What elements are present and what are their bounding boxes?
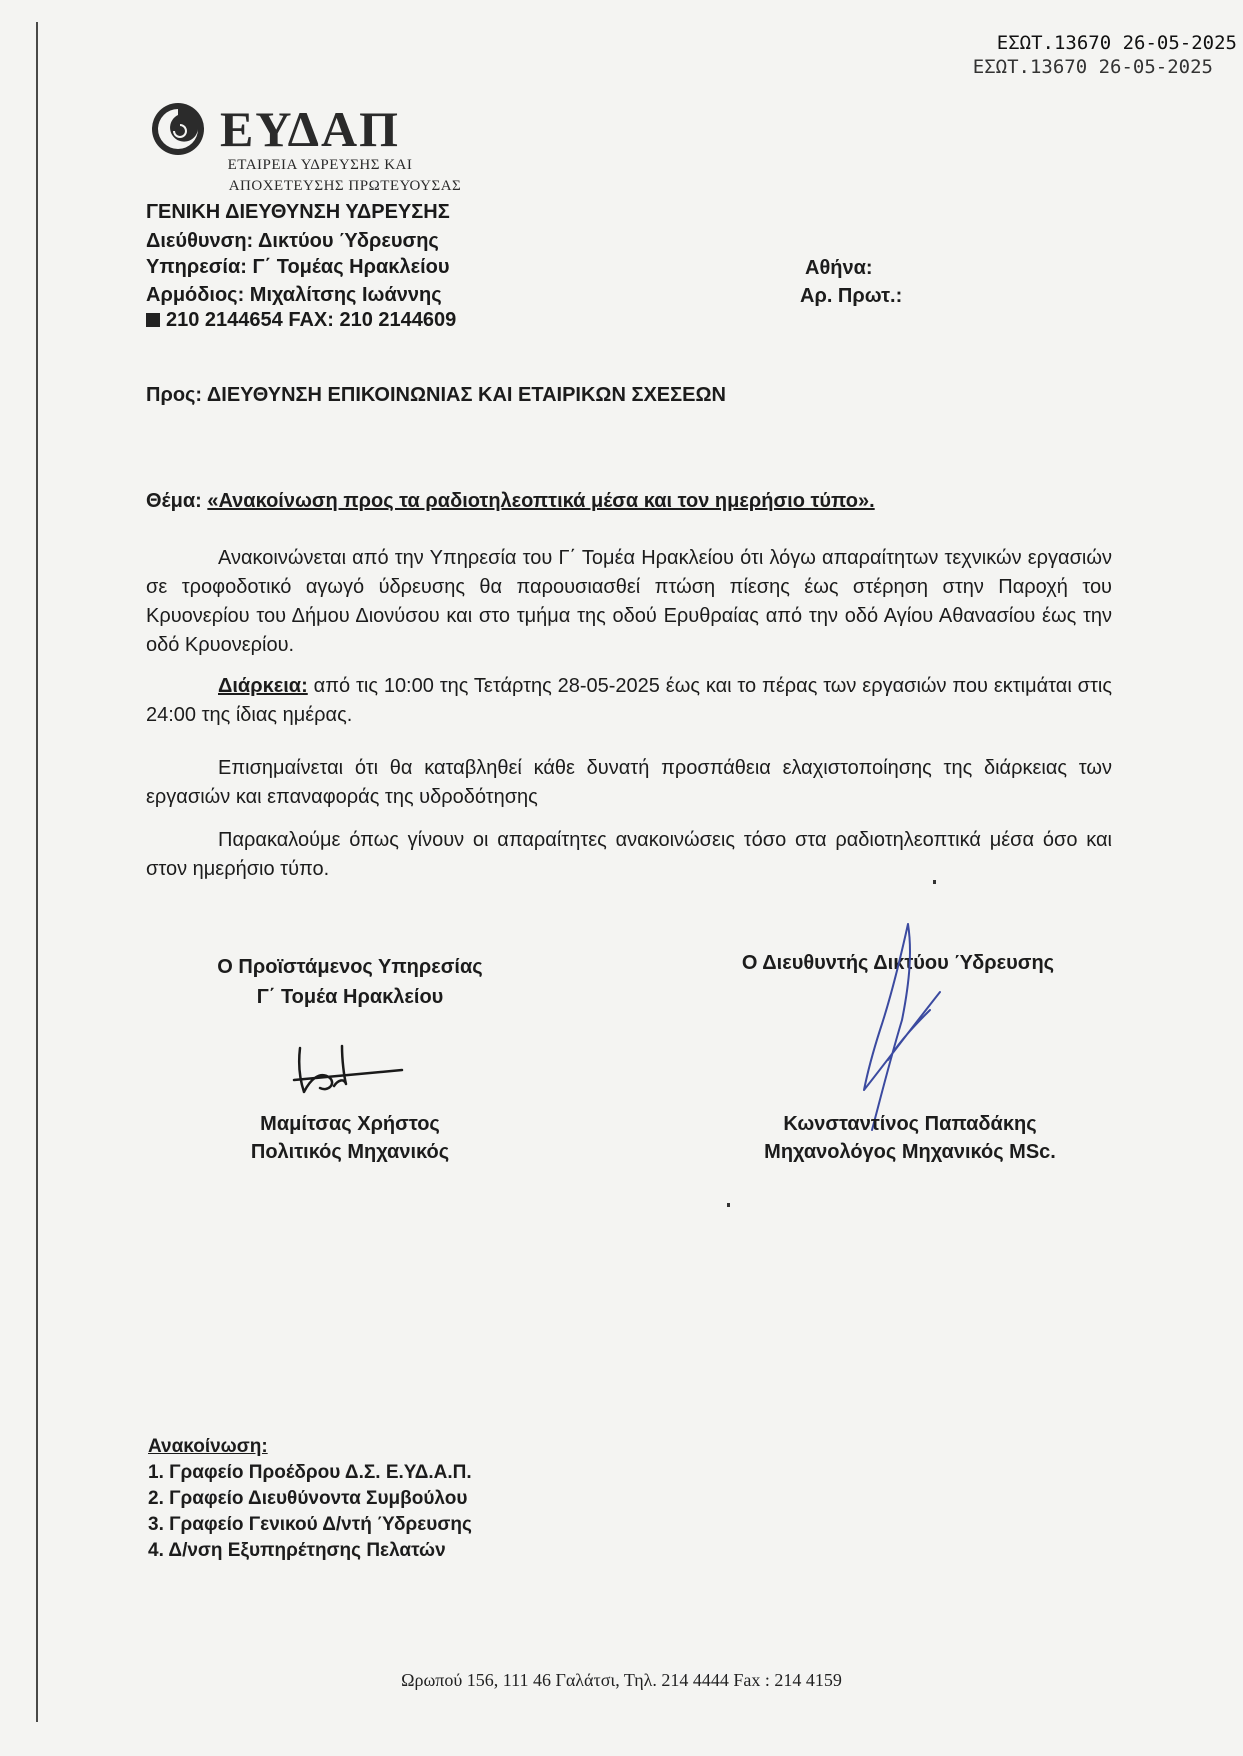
body-paragraph-1 xyxy=(146,544,1112,660)
right-signatory-name: Κωνσταντίνος Παπαδάκης xyxy=(783,1113,1037,1135)
distribution-list xyxy=(148,1434,472,1564)
header-phone-numbers: 210 2144654 FAX: 210 2144609 xyxy=(166,309,457,331)
distribution-item: 3. Γραφείο Γενικού Δ/ντή Ύδρευσης xyxy=(148,1514,472,1535)
left-signatory-title-line1: Ο Προϊστάμενος Υπηρεσίας xyxy=(217,956,483,978)
body-paragraph-4-text: Παρακαλούμε όπως γίνουν οι απαραίτητες ανακοινώσεις τόσο στα ραδιοτηλεοπτικά μέσα όσο και στον ημερήσιο τύπο. xyxy=(146,829,1112,880)
duration-label: Διάρκεια: xyxy=(218,675,308,697)
body-paragraph-1-text: Ανακοινώνεται από την Υπηρεσία του Γ΄ Τομέα Ηρακλείου ότι λόγω απαραίτητων τεχνικών εργασιών σε τροφοδοτικό αγωγό ύδρευσης θα παρουσιασθεί πτώση πίεσης έως στέρηση στην Παροχή του Κρυονερίου του Δήμου Διονύσου και στο τμήμα της οδού Ερυθραίας από την οδό Αγίου Αθανασίου έως την οδό Κρυονερίου. xyxy=(146,547,1112,656)
body-paragraph-3 xyxy=(146,754,1112,812)
left-signatory-role: Πολιτικός Μηχανικός xyxy=(250,1141,450,1163)
company-logo xyxy=(150,100,400,158)
right-signatory-role: Μηχανολόγος Μηχανικός MSc. xyxy=(764,1141,1056,1163)
left-signatory-title-line2: Γ΄ Τομέα Ηρακλείου xyxy=(256,986,444,1008)
protocol-number-label: Αρ. Πρωτ.: xyxy=(800,285,903,307)
scan-edge-line xyxy=(36,22,38,1722)
distribution-item: 4. Δ/νση Εξυπηρέτησης Πελατών xyxy=(148,1540,446,1561)
place-label: Αθήνα: xyxy=(805,257,873,279)
header-phones xyxy=(146,309,456,332)
recipient: Προς: ΔΙΕΥΘΥΝΣΗ ΕΠΙΚΟΙΝΩΝΙΑΣ ΚΑΙ ΕΤΑΙΡΙΚΩΝ ΣΧΕΣΕΩΝ xyxy=(146,384,726,406)
right-signatory-title: Ο Διευθυντής Δικτύου Ύδρευσης xyxy=(741,952,1055,974)
phone-icon xyxy=(146,313,160,327)
company-subtitle-line1: ΕΤΑΙΡΕΙΑ ΥΔΡΕΥΣΗΣ ΚΑΙ xyxy=(227,157,413,173)
header-service: Υπηρεσία: Γ΄ Τομέας Ηρακλείου xyxy=(146,256,450,278)
body-paragraph-duration xyxy=(146,672,1112,730)
body-paragraph-4 xyxy=(146,826,1112,884)
left-signatory-name-block xyxy=(200,1110,500,1166)
header-general-directorate: ΓΕΝΙΚΗ ΔΙΕΥΘΥΝΣΗ ΥΔΡΕΥΣΗΣ xyxy=(146,201,450,223)
protocol-stamp-secondary: ΕΣΩΤ.13670 26-05-2025 xyxy=(972,56,1213,78)
eydap-logo-icon xyxy=(150,101,206,157)
body-paragraph-3-text: Επισημαίνεται ότι θα καταβληθεί κάθε δυνατή προσπάθεια ελαχιστοποίησης της διάρκειας των εργασιών και επαναφοράς της υδροδότησης xyxy=(146,757,1112,808)
distribution-item: 2. Γραφείο Διευθύνοντα Συμβούλου xyxy=(148,1488,468,1509)
footer-address: Ωρωπού 156, 111 46 Γαλάτσι, Τηλ. 214 4444 Fax : 214 4159 xyxy=(401,1670,842,1690)
right-handwritten-signature xyxy=(850,920,970,1140)
left-signatory-name: Μαμίτσας Χρήστος xyxy=(260,1113,440,1135)
distribution-title: Ανακοίνωση: xyxy=(148,1436,268,1457)
left-signatory-title xyxy=(180,952,520,1012)
distribution-item: 1. Γραφείο Προέδρου Δ.Σ. Ε.ΥΔ.Α.Π. xyxy=(148,1462,472,1483)
header-responsible: Αρμόδιος: Μιχαλίτσης Ιωάννης xyxy=(146,284,442,306)
subject-label: Θέμα: xyxy=(146,490,202,512)
scan-speck xyxy=(933,880,936,884)
subject-line xyxy=(146,490,875,513)
duration-text: από τις 10:00 της Τετάρτης 28-05-2025 έως και το πέρας των εργασιών που εκτιμάται στις 24:00 της ίδιας ημέρας. xyxy=(146,675,1112,726)
company-subtitle-line2: ΑΠΟΧΕΤΕΥΣΗΣ ΠΡΩΤΕΥΟΥΣΑΣ xyxy=(228,178,462,194)
subject-text: «Ανακοίνωση προς τα ραδιοτηλεοπτικά μέσα και τον ημερήσιο τύπο». xyxy=(207,490,875,512)
scan-speck xyxy=(727,1203,730,1207)
protocol-stamp-primary: ΕΣΩΤ.13670 26-05-2025 xyxy=(996,32,1237,54)
right-signatory-name-block xyxy=(700,1110,1120,1166)
company-name: ΕΥΔΑΠ xyxy=(220,101,400,157)
header-directorate: Διεύθυνση: Δικτύου Ύδρευσης xyxy=(146,230,439,252)
left-handwritten-signature xyxy=(290,1040,410,1100)
